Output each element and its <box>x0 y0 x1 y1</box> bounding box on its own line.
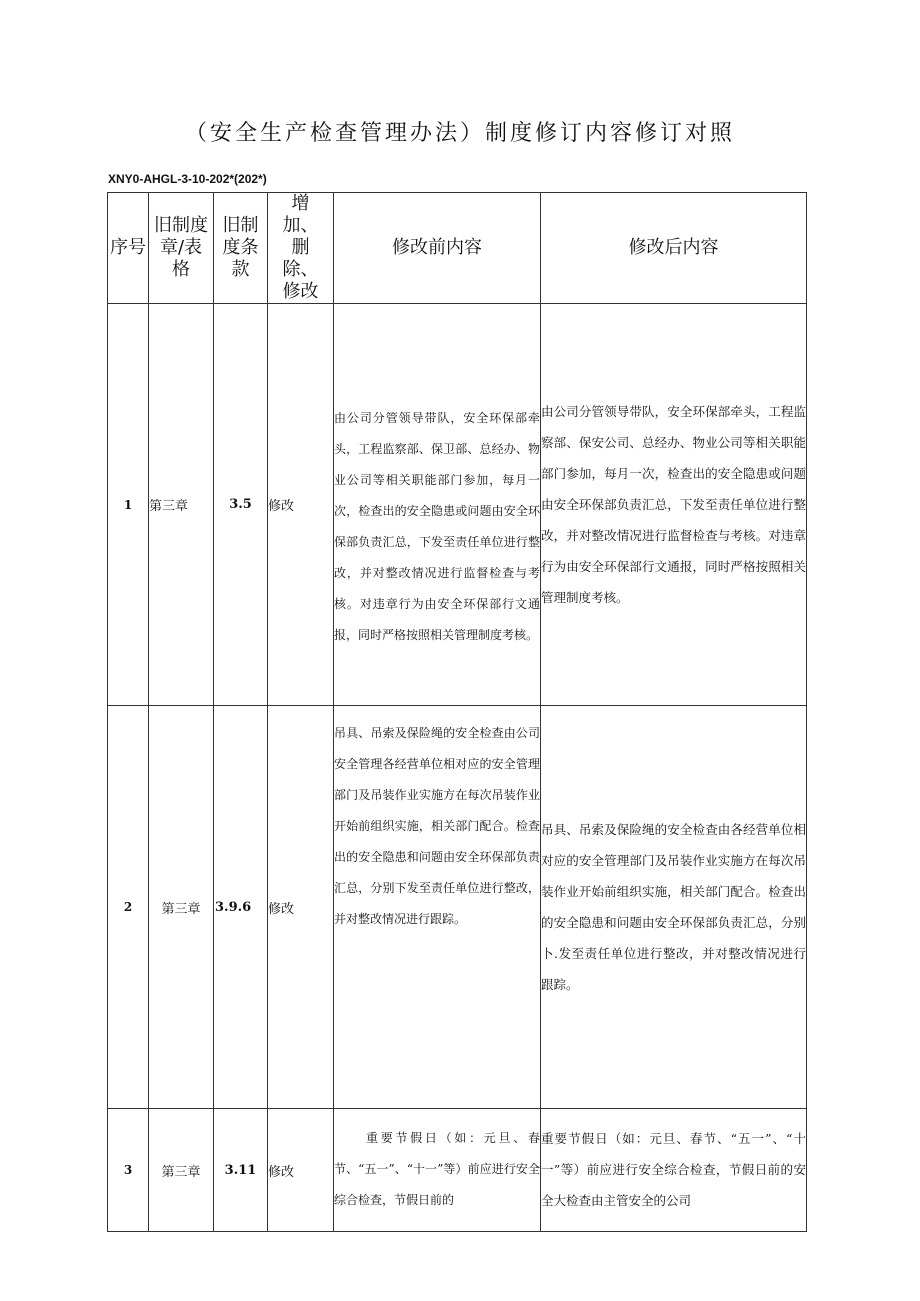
header-operation: 增加、删除、修改 <box>268 193 334 304</box>
row-seq: 1 <box>108 304 149 706</box>
header-before: 修改前内容 <box>334 193 541 304</box>
row-operation: 修改 <box>268 706 334 1109</box>
header-old-clause: 旧制度条款 <box>214 193 268 304</box>
row-operation: 修改 <box>268 304 334 706</box>
table-row <box>108 1109 807 1232</box>
row-after-content: 吊具、吊索及保险绳的安全检查由各经营单位相对应的安全管理部门及吊装作业实施方在每次吊装作业开始前组织实施，相关部门配合。检查出的安全隐患和问题由安全环保部负责汇总，分别卜.发至责任单位进行整改，并对整改情况进行跟踪。 <box>541 706 807 1109</box>
header-after: 修改后内容 <box>541 193 807 304</box>
row-seq: 2 <box>108 706 149 1109</box>
header-old-chapter: 旧制度章/表格 <box>149 193 214 304</box>
row-before-content: 吊具、吊索及保险绳的安全检查由公司安全管理各经营单位相对应的安全管理部门及吊装作业实施方在每次吊装作业开始前组织实施，相关部门配合。检查出的安全隐患和问题由安全环保部负责汇总，分别下发至责任单位进行整改，并对整改情况进行跟踪。 <box>334 706 541 1109</box>
revision-table <box>107 192 807 1232</box>
row-before-content: 重要节假日（如：元旦、春节、“五一”、“十一”等）前应进行安全综合检查，节假日前的 <box>334 1109 541 1232</box>
row-chapter: 第三章 <box>149 304 214 706</box>
table-row <box>108 304 807 706</box>
row-chapter: 第三章 <box>149 706 214 1109</box>
row-clause: 3.5 <box>214 304 268 706</box>
document-title: （安全生产检查管理办法）制度修订内容修订对照 <box>184 121 735 146</box>
row-after-content: 重要节假日（如：元旦、春节、“五一”、“十一”等）前应进行安全综合检查，节假日前的安全大检查由主管安全的公司 <box>541 1109 807 1232</box>
document-code: XNY0-AHGL-3-10-202*(202*) <box>108 172 267 186</box>
row-chapter: 第三章 <box>149 1109 214 1232</box>
table-row <box>108 706 807 1109</box>
row-seq: 3 <box>108 1109 149 1232</box>
row-after-content: 由公司分管领导带队，安全环保部牵头，工程监察部、保安公司、总经办、物业公司等相关职能部门参加，每月一次，检查出的安全隐患或问题由安全环保部负责汇总，下发至责任单位进行整改，并对整改情况进行监督检查与考核。对违章行为由安全环保部行文通报，同时严格按照相关管理制度考核。 <box>541 304 807 706</box>
header-seq: 序号 <box>108 193 149 304</box>
table-header-row <box>108 193 807 304</box>
row-operation: 修改 <box>268 1109 334 1232</box>
row-clause: 3.11 <box>214 1109 268 1232</box>
row-before-content: 由公司分管领导带队，安全环保部牵头，工程监察部、保卫部、总经办、物业公司等相关职能部门参加，每月一次，检查出的安全隐患或问题由安全环保部负责汇总，下发至责任单位进行整改，并对整改情况进行监督检查与考核。对违章行为由安全环保部行文通报，同时严格按照相关管理制度考核。 <box>334 304 541 706</box>
row-clause: 3.9.6 <box>214 706 268 1109</box>
